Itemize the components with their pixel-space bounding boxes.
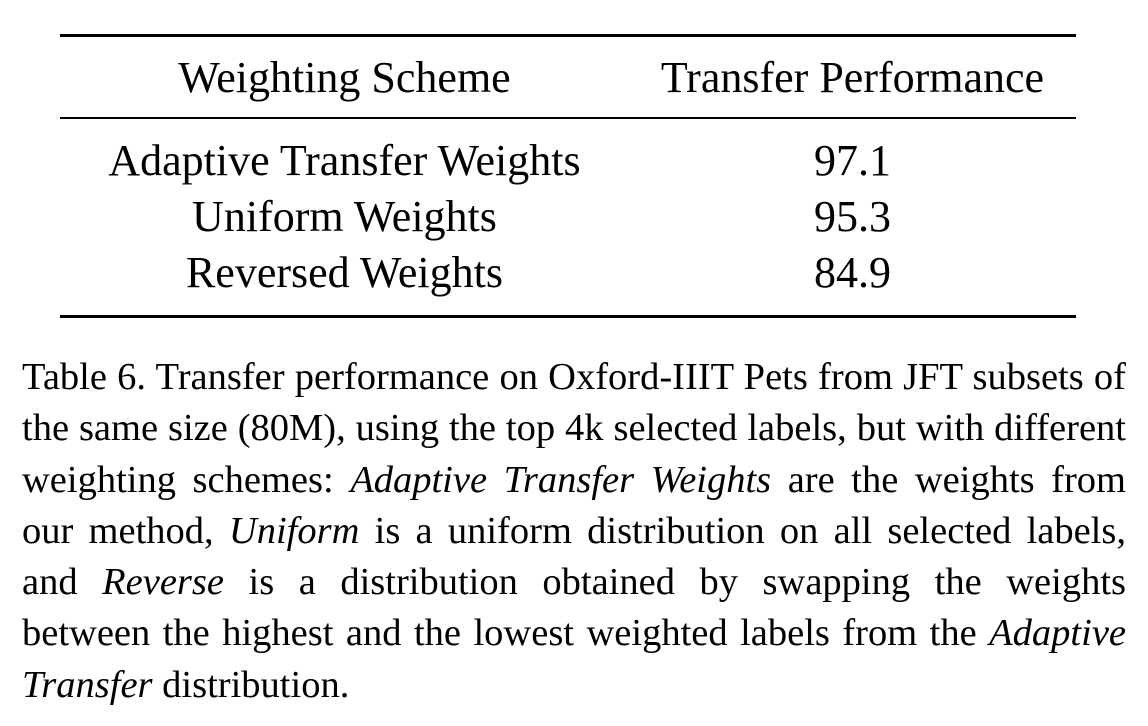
row-performance-cell: 95.3 [813,192,891,241]
table-row [60,189,1076,245]
caption-italic-term: Uniform [228,509,360,552]
row-performance-cell: 97.1 [813,136,891,185]
row-scheme-cell: Uniform Weights [192,192,497,241]
caption-text: Table 6. Transfer performance on Oxford-IIIT Pets from JFT subsets of the same size (80M), using the top 4k selected labels, but with different weighting schemes: [22,356,1126,501]
caption-italic-term: Adaptive Transfer Weights [350,458,772,501]
table-row [60,119,1076,189]
header-row [60,37,1076,117]
caption-text: is a distribution obtained by swapping the weights between the highest and the lowest weighted labels from the [22,561,1126,655]
table-bottom-rule [60,315,1076,318]
table-row [60,245,1076,315]
table-body [60,119,1076,315]
caption-text: are the weights from our method, [22,458,1127,552]
row-scheme-cell: Adaptive Transfer Weights [108,136,581,185]
caption-italic-term: Reverse [102,561,224,604]
row-scheme-cell: Reversed Weights [185,248,503,297]
table-header [60,37,1076,119]
table-caption [22,352,1126,711]
caption-text: distribution. [152,663,350,706]
results-table-container [60,34,1076,318]
results-table [60,37,1076,315]
header-transfer-performance: Transfer Performance [660,52,1045,102]
header-weighting-scheme: Weighting Scheme [178,52,511,102]
row-performance-cell: 84.9 [813,248,891,297]
caption-text: is a uniform distribution on all selected labels, and [22,509,1126,604]
caption-italic-term: Adaptive Transfer [22,612,1126,706]
